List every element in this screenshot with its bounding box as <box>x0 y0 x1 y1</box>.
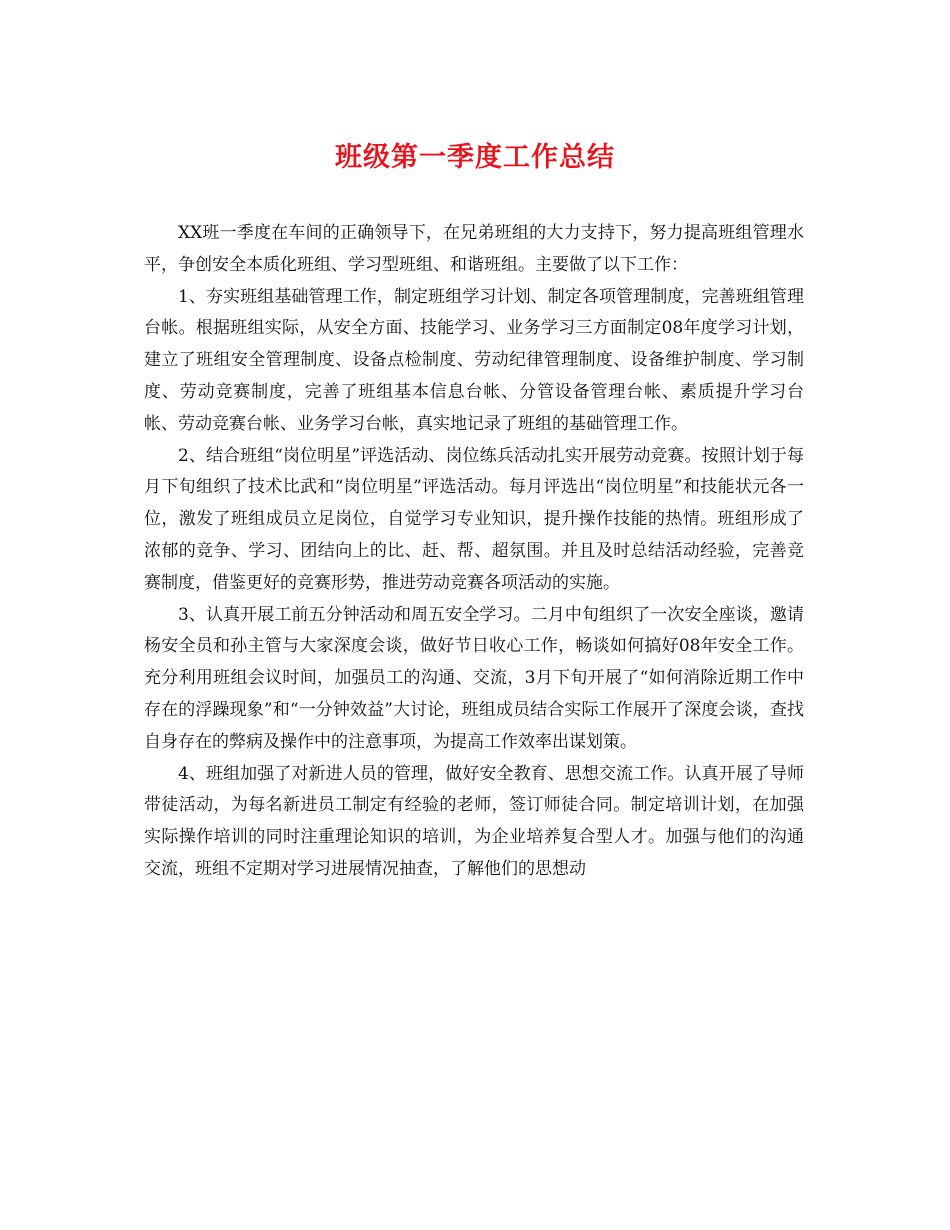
intro-paragraph: XX班一季度在车间的正确领导下，在兄弟班组的大力支持下，努力提高班组管理水平，争创安全本质化班组、学习型班组、和谐班组。主要做了以下工作： <box>144 223 804 275</box>
document-body <box>144 218 804 886</box>
paragraph-1: 1、夯实班组基础管理工作，制定班组学习计划、制定各项管理制度，完善班组管理台帐。根据班组实际，从安全方面、技能学习、业务学习三方面制定08年度学习计划，建立了班组安全管理制度、设备点检制度、劳动纪律管理制度、设备维护制度、学习制度、劳动竞赛制度，完善了班组基本信息台帐、分管设备管理台帐、素质提升学习台帐、劳动竞赛台帐、业务学习台帐，真实地记录了班组的基础管理工作。 <box>144 286 804 434</box>
paragraph-3: 3、认真开展工前五分钟活动和周五安全学习。二月中旬组织了一次安全座谈，邀请杨安全员和孙主管与大家深度会谈，做好节日收心工作，畅谈如何搞好08年安全工作。充分利用班组会议时间，加强员工的沟通、交流，3月下旬开展了“如何消除近期工作中存在的浮躁现象”和“一分钟效益”大讨论，班组成员结合实际工作展开了深度会谈，查找自身存在的弊病及操作中的注意事项，为提高工作效率出谋划策。 <box>144 604 804 752</box>
paragraph-4: 4、班组加强了对新进人员的管理，做好安全教育、思想交流工作。认真开展了导师带徒活动，为每名新进员工制定有经验的老师，签订师徒合同。制定培训计划，在加强实际操作培训的同时注重理论知识的培训，为企业培养复合型人才。加强与他们的沟通交流，班组不定期对学习进展情况抽查，了解他们的思想动 <box>144 763 804 879</box>
paragraph-2: 2、结合班组“岗位明星”评选活动、岗位练兵活动扎实开展劳动竞赛。按照计划于每月下旬组织了技术比武和“岗位明星”评选活动。每月评选出“岗位明星”和技能状元各一位，激发了班组成员立足岗位，自觉学习专业知识，提升操作技能的热情。班组形成了浓郁的竞争、学习、团结向上的比、赶、帮、超氛围。并且及时总结活动经验，完善竞赛制度，借鉴更好的竞赛形势，推进劳动竞赛各项活动的实施。 <box>144 445 804 593</box>
document-title: 班级第一季度工作总结 <box>335 142 615 173</box>
